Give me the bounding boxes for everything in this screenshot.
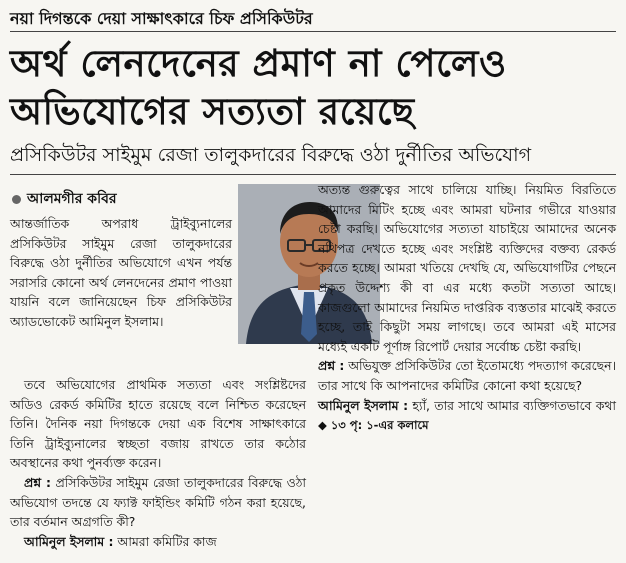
full-width-body — [10, 375, 306, 551]
intro-column — [10, 214, 232, 332]
continued-jump-link[interactable]: ◆ ১৩ পৃ: ১-এর কলামে — [318, 418, 429, 433]
answer-1-start-text: আমরা কমিটির কাজ — [117, 533, 217, 549]
headline: অর্থ লেনদেনের প্রমাণ না পেলেও অভিযোগের সত্যতা রয়েছে — [10, 42, 507, 133]
question-1-text: প্রসিকিউটর সাইমুম রেজা তালুকদারের বিরুদ্ধে ওঠা অভিযোগ তদন্তে যে ফ্যাক্ট ফাইন্ডিং কমিটি গঠন করা হয়েছে, তার বর্তমান অগ্রগতি কী? — [10, 474, 306, 530]
question-1-label: প্রশ্ন : — [24, 474, 51, 490]
answer-2-text: হ্যাঁ, তার সাথে আমার ব্যক্তিগতভাবে কথা — [412, 397, 616, 413]
body-paragraph: তবে অভিযোগের প্রাথমিক সত্যতা এবং সংশ্লিষ্টদের অডিও রেকর্ড কমিটির হাতে রয়েছে বলে নিশ্চিত করেছেন তিনি। দৈনিক নয়া দিগন্তকে দেয়া এক বিশেষ সাক্ষাৎকারে তিনি ট্রাইব্যুনালের স্বচ্ছতা বজায় রাখতে তার কঠোর অবস্থানের কথা পুনর্ব্যক্ত করেন। — [10, 377, 306, 471]
answer-2 — [318, 396, 616, 436]
question-1 — [10, 473, 306, 532]
question-2-label: প্রশ্ন : — [318, 358, 345, 374]
byline-bullet-icon — [12, 195, 21, 204]
kicker-rule — [10, 31, 616, 32]
answer-1-label: আমিনুল ইসলাম : — [24, 533, 114, 549]
answer-1-continuation: অত্যন্ত গুরুত্বের সাথে চালিয়ে যাচ্ছি। নিয়মিত বিরতিতে আমাদের মিটিং হচ্ছে এবং আমরা ঘটনার গভীরে যাওয়ার চেষ্টা করছি। অভিযোগের সত্যতা যাচাইয়ে আমাদের অনেক নথিপত্র দেখতে হচ্ছে এবং সংশ্লিষ্ট ব্যক্তিদের বক্তব্য রেকর্ড করতে হচ্ছে। আমরা খতিয়ে দেখছি যে, অভিযোগটির পেছনে প্রকৃত উদ্দেশ্য কী বা এর মধ্যে কতটা সত্যতা আছে। কাজগুলো আমাদের নিয়মিত দাপ্তরিক ব্যস্ততার মাঝেই করতে হচ্ছে, তাই কিছুটা সময় লাগছে। তবে আমরা এই মাসের মধ্যেই একটি পূর্ণাঙ্গ রিপোর্ট দেয়ার সর্বোচ্চ চেষ্টা করছি। — [318, 182, 616, 354]
question-2-text: অভিযুক্ত প্রসিকিউটর তো ইতোমধ্যে পদত্যাগ করেছেন। তার সাথে কি আপনাদের কমিটির কোনো কথা হয়েছে? — [318, 358, 616, 393]
byline-author: আলমগীর কবির — [27, 191, 117, 207]
answer-2-label: আমিনুল ইসলাম : — [318, 397, 409, 413]
answer-1-start — [10, 532, 306, 552]
byline — [12, 187, 117, 211]
deck-rule — [10, 174, 616, 175]
question-2 — [318, 356, 616, 395]
right-column — [318, 180, 616, 436]
deck: প্রসিকিউটর সাইমুম রেজা তালুকদারের বিরুদ্ধে ওঠা দুর্নীতির অভিযোগ — [10, 144, 532, 166]
kicker: নয়া দিগন্তকে দেয়া সাক্ষাৎকারে চিফ প্রসিকিউটর — [10, 9, 313, 28]
intro-paragraph: আন্তর্জাতিক অপরাধ ট্রাইব্যুনালের প্রসিকিউটর সাইমুম রেজা তালুকদারের বিরুদ্ধে ওঠা দুর্নীতির অভিযোগে এখন পর্যন্ত সরাসরি কোনো অর্থ লেনদেনের প্রমাণ পাওয়া যায়নি বলে জানিয়েছেন চিফ প্রসিকিউটর অ্যাডভোকেট আমিনুল ইসলাম। — [10, 216, 232, 329]
